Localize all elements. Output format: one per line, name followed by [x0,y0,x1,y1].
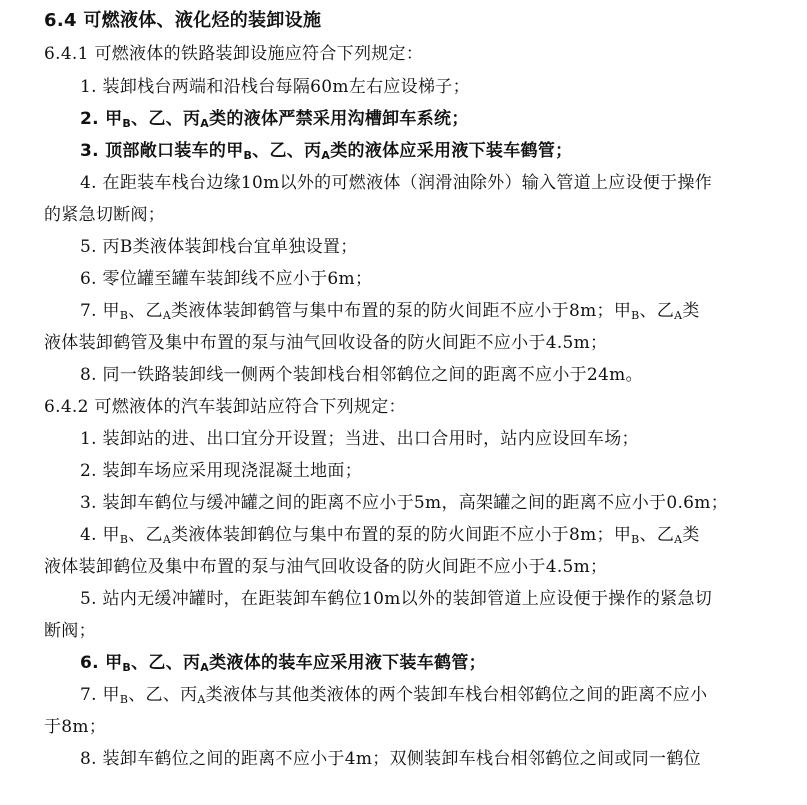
list-item: 5. 丙B类液体装卸栈台宜单独设置； [80,237,358,257]
list-item-continuation: 液体装卸鹤管及集中布置的泵与油气回收设备的防火间距不应小于4.5m； [44,333,608,353]
list-item: 4. 在距装车栈台边缘10m以外的可燃液体（润滑油除外）输入管道上应设便于操作 [80,173,713,193]
list-item: 1. 装卸站的进、出口宜分开设置；当进、出口合用时，站内应设回车场； [80,429,639,449]
list-item: 2. 甲$_B$、乙、丙$_A$类的液体严禁采用沟槽卸车系统； [80,109,469,130]
list-item: 6. 零位罐至罐车装卸线不应小于6m； [80,269,373,289]
list-item: 7. 甲$_B$、乙$_A$类液体装卸鹤管与集中布置的泵的防火间距不应小于8m；甲$_B$、乙$_A$类 [80,301,700,322]
list-item-continuation: 断阀； [44,621,96,641]
list-item: 4. 甲$_B$、乙$_A$类液体装卸鹤位与集中布置的泵的防火间距不应小于8m；甲$_B$、乙$_A$类 [80,525,700,546]
list-item: 5. 站内无缓冲罐时，在距装卸车鹤位10m以外的装卸管道上应设便于操作的紧急切 [80,589,713,609]
list-item: 6. 甲$_B$、乙、丙$_A$类液体的装车应采用液下装车鹤管； [80,653,486,674]
list-item-continuation: 的紧急切断阀； [44,205,166,225]
list-item: 3. 装卸车鹤位与缓冲罐之间的距离不应小于5m，高架罐之间的距离不应小于0.6m； [80,493,729,513]
list-item: 1. 装卸栈台两端和沿栈台每隔60m左右应设梯子； [80,77,470,97]
list-item-continuation: 于8m； [44,717,107,737]
clause-6-4-2-heading: 6.4.2 可燃液体的汽车装卸站应符合下列规定： [44,397,406,417]
clause-6-4-1-heading: 6.4.1 可燃液体的铁路装卸设施应符合下列规定： [44,44,424,64]
list-item: 8. 同一铁路装卸线一侧两个装卸栈台相邻鹤位之间的距离不应小于24m。 [80,365,643,385]
list-item: 2. 装卸车场应采用现浇混凝土地面； [80,461,363,481]
section-title: 6.4 可燃液体、液化烃的装卸设施 [44,10,322,31]
list-item: 3. 顶部敞口装车的甲$_B$、乙、丙$_A$类的液体应采用液下装车鹤管； [80,141,573,162]
list-item: 7. 甲$_B$、乙、丙$_A$类液体与其他类液体的两个装卸车栈台相邻鹤位之间的距离不应小 [80,685,708,706]
list-item: 8. 装卸车鹤位之间的距离不应小于4m；双侧装卸车栈台相邻鹤位之间或同一鹤位 [80,749,701,769]
list-item-continuation: 液体装卸鹤位及集中布置的泵与油气回收设备的防火间距不应小于4.5m； [44,557,608,577]
